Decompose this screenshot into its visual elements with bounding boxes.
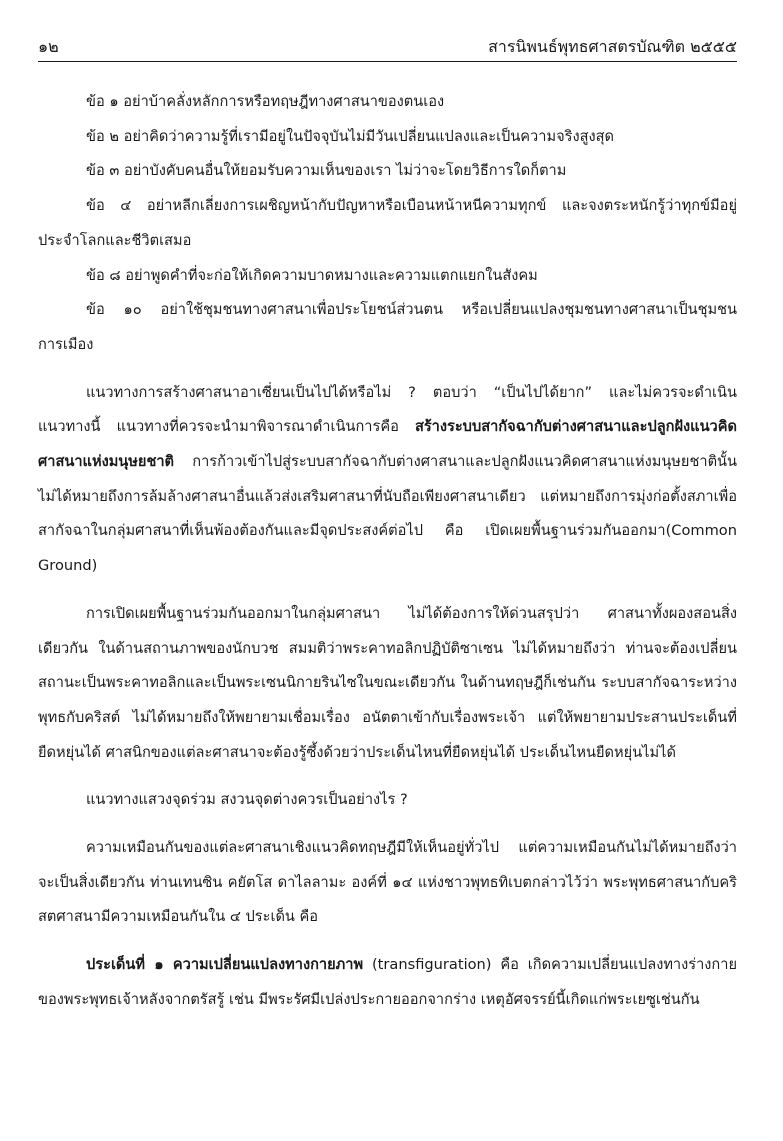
paragraph-rule-1: ข้อ ๑ อย่าบ้าคลั่งหลักการหรือทฤษฎีทางศาสนาของตนเอง bbox=[86, 93, 445, 110]
point-1-text: (transfiguration) คือ เกิดความเปลี่ยนแปลงทางร่างกายของพระพุทธเจ้าหลังจากตรัสรู้ เช่น มีพระรัศมีเปล่งประกายออกจากร่าง เหตุอัศจรรย์นี้เกิดแก่พระเยซูเช่นกัน bbox=[38, 956, 737, 1008]
page-number: ๑๒ bbox=[38, 37, 59, 56]
paragraph-common-ground: การเปิดเผยพื้นฐานร่วมกันออกมาในกลุ่มศาสนา ไม่ได้ต้องการให้ด่วนสรุปว่า ศาสนาทั้งผองสอนสิ่งเดียวกัน ในด้านสถานภาพของนักบวช สมมติว่าพระคาทอลิกปฏิบัติซาเซน ไม่ได้หมายถึงว่า ท่านจะต้องเปลี่ยนสถานะเป็นพระคาทอลิกและเป็นพระเซนนิกายรินไซในขณะเดียวกัน ในด้านทฤษฎีก็เช่นกัน ระบบสากัจฉาระหว่างพุทธกับคริสต์ ไม่ได้หมายถึงให้พยายามเชื่อมเรื่อง อนัตตาเข้ากับเรื่องพระเจ้า แต่ให้พยายามประสานประเด็นที่ยืดหยุ่นได้ ศาสนิกของแต่ละศาสนาจะต้องรู้ซึ้งด้วยว่าประเด็นไหนที่ยืดหยุ่นได้ ประเด็นไหนยืดหยุ่นไม่ได้ bbox=[38, 604, 737, 761]
paragraph-rule-3: ข้อ ๓ อย่าบังคับคนอื่นให้ยอมรับความเห็นของเรา ไม่ว่าจะโดยวิธีการใดก็ตาม bbox=[86, 162, 567, 180]
paragraph-intro-text: แนวทางการสร้างศาสนาอาเซี่ยนเป็นไปได้หรือไม่ ? ตอบว่า “เป็นไปได้ยาก” และไม่ควรจะดำเนินแนวทางนี้ แนวทางที่ควรจะนำมาพิจารณาดำเนินการคือ bbox=[38, 383, 737, 436]
paragraph-asean-religion bbox=[38, 376, 737, 584]
paragraph-question: แนวทางแสวงจุดร่วม สงวนจุดต่างควรเป็นอย่างไร ? bbox=[86, 791, 408, 809]
point-1-heading: ประเด็นที่ ๑ ความเปลี่ยนแปลงทางกายภาพ bbox=[86, 956, 364, 974]
running-title: สารนิพนธ์พุทธศาสตรบัณฑิต ๒๕๕๕ bbox=[488, 37, 737, 56]
paragraph-rule-8: ข้อ ๘ อย่าพูดคำที่จะก่อให้เกิดความบาดหมางและความแตกแยกในสังคม bbox=[86, 266, 538, 284]
bold-key-phrase: สร้างระบบสากัจฉากับต่างศาสนาและปลูกฝังแนวคิดศาสนาแห่งมนุษยชาติ bbox=[38, 418, 737, 471]
paragraph-rule-4: ข้อ ๔ อย่าหลีกเลี่ยงการเผชิญหน้ากับปัญหาหรือเบือนหน้าหนีความทุกข์ และจงตระหนักรู้ว่าทุกข์มีอยู่ประจำโลกและชีวิตเสมอ bbox=[38, 197, 737, 249]
paragraph-rest-text: การก้าวเข้าไปสู่ระบบสากัจฉากับต่างศาสนาและปลูกฝังแนวคิดศาสนาแห่งมนุษยชาตินั้น ไม่ได้หมายถึงการล้มล้างศาสนาอื่นแล้วส่งเสริมศาสนาที่นับถือเพียงศาสนาเดียว แต่หมายถึงการมุ่งก่อตั้งสภาเพื่อสากัจฉาในกลุ่มศาสนาที่เห็นพ้องต้องกันและมีจุดประสงค์ต่อไป คือ เปิดเผยพื้นฐานร่วมกันออกมา(Common Ground) bbox=[38, 453, 737, 575]
paragraph-rule-2: ข้อ ๒ อย่าคิดว่าความรู้ที่เรามีอยู่ในปัจจุบันไม่มีวันเปลี่ยนแปลงและเป็นความจริงสูงสุด bbox=[86, 127, 615, 145]
page-body bbox=[38, 85, 737, 1018]
header-rule bbox=[38, 61, 737, 62]
paragraph-similarities: ความเหมือนกันของแต่ละศาสนาเชิงแนวคิดทฤษฎีมีให้เห็นอยู่ทั่วไป แต่ความเหมือนกันไม่ได้หมายถึงว่าจะเป็นสิ่งเดียวกัน ท่านเทนซิน คยัตโส ดาไลลามะ องค์ที่ ๑๔ แห่งชาวพุทธทิเบตกล่าวไว้ว่า พระพุทธศาสนากับคริสตศาสนามีความเหมือนกันใน ๔ ประเด็น คือ bbox=[38, 839, 737, 926]
paragraph-rule-10: ข้อ ๑๐ อย่าใช้ชุมชนทางศาสนาเพื่อประโยชน์ส่วนตน หรือเปลี่ยนแปลงชุมชนทางศาสนาเป็นชุมชนการเมือง bbox=[38, 301, 737, 353]
paragraph-point-1 bbox=[38, 948, 737, 1017]
page-header bbox=[38, 36, 737, 60]
